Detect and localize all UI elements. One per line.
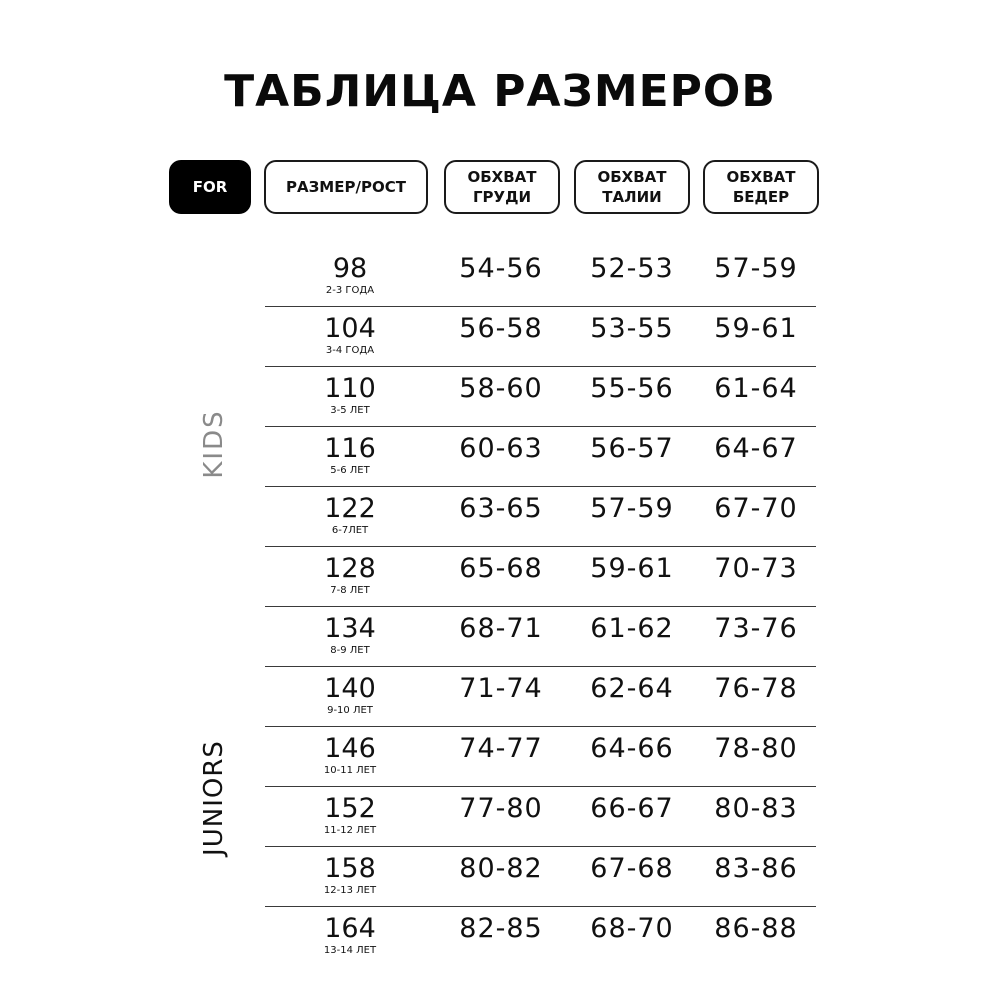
age-value: 11-12 ЛЕТ [323,825,377,836]
waist-value: 57-59 [590,493,674,524]
table-row [265,247,816,307]
age-value: 10-11 ЛЕТ [323,765,377,776]
table-row [265,607,816,667]
waist-value: 61-62 [590,613,674,644]
chest-value: 63-65 [459,493,543,524]
size-value: 152 [324,793,376,824]
table-row [265,487,816,547]
chest-value: 68-71 [459,613,543,644]
waist-value: 59-61 [590,553,674,584]
hip-value: 86-88 [714,913,798,944]
age-value: 6-7ЛЕТ [331,525,369,536]
hip-value: 59-61 [714,313,798,344]
size-value: 128 [324,553,376,584]
table-row [265,307,816,367]
hip-value: 80-83 [714,793,798,824]
table-row [265,427,816,487]
hip-value: 64-67 [714,433,798,464]
chest-value: 54-56 [459,253,543,284]
waist-value: 66-67 [590,793,674,824]
chest-value: 77-80 [459,793,543,824]
chest-value: 65-68 [459,553,543,584]
chest-value: 60-63 [459,433,543,464]
size-value: 110 [324,373,376,404]
age-value: 7-8 ЛЕТ [330,585,370,596]
chest-value: 58-60 [459,373,543,404]
hip-value: 73-76 [714,613,798,644]
size-value: 98 [332,253,368,284]
chest-value: 82-85 [459,913,543,944]
waist-value: 68-70 [590,913,674,944]
age-value: 8-9 ЛЕТ [330,645,370,656]
juniors-group-label: JUNIORS [199,740,229,856]
waist-girth-header: ОБХВАТ ТАЛИИ [574,160,690,214]
size-value: 164 [324,913,376,944]
size-value: 116 [324,433,376,464]
chest-girth-header: ОБХВАТ ГРУДИ [444,160,560,214]
size-value: 104 [324,313,376,344]
hip-value: 70-73 [714,553,798,584]
size-value: 158 [324,853,376,884]
table-row [265,667,816,727]
age-value: 12-13 ЛЕТ [323,885,377,896]
chest-value: 71-74 [459,673,543,704]
size-value: 134 [324,613,376,644]
waist-value: 62-64 [590,673,674,704]
chest-value: 56-58 [459,313,543,344]
age-value: 3-4 ГОДА [325,345,375,356]
hip-value: 61-64 [714,373,798,404]
table-row [265,907,816,967]
hip-value: 76-78 [714,673,798,704]
waist-value: 52-53 [590,253,674,284]
waist-value: 67-68 [590,853,674,884]
hip-value: 67-70 [714,493,798,524]
table-row [265,727,816,787]
kids-group-label: KIDS [199,409,229,479]
for-badge: FOR [169,160,251,214]
waist-value: 55-56 [590,373,674,404]
size-value: 140 [324,673,376,704]
hip-girth-header: ОБХВАТ БЕДЕР [703,160,819,214]
size-height-header: РАЗМЕР/РОСТ [264,160,428,214]
table-row [265,367,816,427]
age-value: 9-10 ЛЕТ [327,705,373,716]
waist-value: 53-55 [590,313,674,344]
size-value: 122 [324,493,376,524]
age-value: 3-5 ЛЕТ [330,405,370,416]
table-row [265,547,816,607]
waist-value: 56-57 [590,433,674,464]
chest-value: 80-82 [459,853,543,884]
hip-value: 83-86 [714,853,798,884]
age-value: 5-6 ЛЕТ [330,465,370,476]
age-value: 2-3 ГОДА [325,285,375,296]
page-title: ТАБЛИЦА РАЗМЕРОВ [224,66,776,117]
waist-value: 64-66 [590,733,674,764]
table-row [265,787,816,847]
table-row [265,847,816,907]
chest-value: 74-77 [459,733,543,764]
hip-value: 78-80 [714,733,798,764]
age-value: 13-14 ЛЕТ [323,945,377,956]
hip-value: 57-59 [714,253,798,284]
size-value: 146 [324,733,376,764]
